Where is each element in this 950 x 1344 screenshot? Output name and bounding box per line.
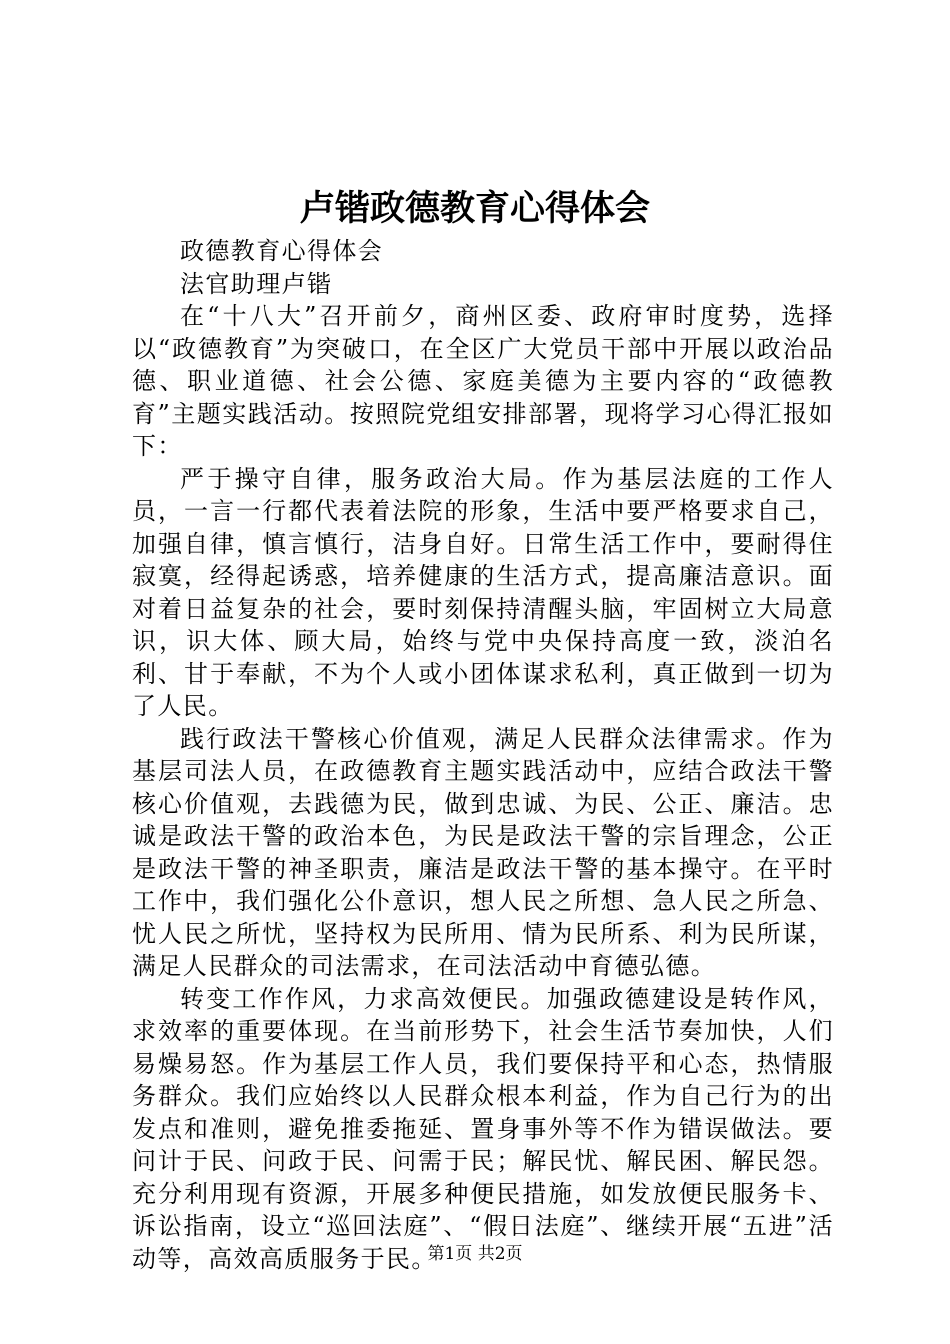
document-body [132, 235, 834, 1275]
author-paragraph: 法官助理卢锴 [180, 269, 333, 298]
body-paragraph: 践行政法干警核心价值观，满足人民群众法律需求。作为基层司法人员，在政德教育主题实践活动中，应结合政法干警核心价值观，去践德为民，做到忠诚、为民、公正、廉洁。忠诚是政法干警的政治本色，为民是政法干警的宗旨理念，公正是政法干警的神圣职责，廉洁是政法干警的基本操守。在平时工作中，我们强化公仆意识，想人民之所想、急人民之所急、忧人民之所忧，坚持权为民所用、情为民所系、利为民所谋，满足人民群众的司法需求，在司法活动中育德弘德。 [132, 724, 834, 980]
body-paragraph: 严于操守自律，服务政治大局。作为基层法庭的工作人员，一言一行都代表着法院的形象，生活中要严格要求自己，加强自律，慎言慎行，洁身自好。日常生活工作中，要耐得住寂寞，经得起诱惑，培养健康的生活方式，提高廉洁意识。面对着日益复杂的社会，要时刻保持清醒头脑，牢固树立大局意识，识大体、顾大局，始终与党中央保持高度一致，淡泊名利、甘于奉献，不为个人或小团体谋求私利，真正做到一切为了人民。 [132, 464, 834, 720]
page-footer: 第1页 共2页 [427, 1244, 523, 1264]
subtitle-paragraph: 政德教育心得体会 [180, 237, 384, 265]
body-paragraph: 在“十八大”召开前夕，商州区委、政府审时度势，选择以“政德教育”为突破口，在全区广大党员干部中开展以政治品德、职业道德、社会公德、家庭美德为主要内容的“政德教育”主题实践活动。按照院党组安排部署，现将学习心得汇报如下： [132, 302, 834, 460]
body-paragraph: 转变工作作风，力求高效便民。加强政德建设是转作风，求效率的重要体现。在当前形势下，社会生活节奏加快，人们易燥易怒。作为基层工作人员，我们要保持平和心态，热情服务群众。我们应始终以人民群众根本利益，作为自己行为的出发点和准则，避免推委拖延、置身事外等不作为错误做法。要问计于民、问政于民、问需于民；解民忧、解民困、解民怨。充分利用现有资源，开展多种便民措施，如发放便民服务卡、诉讼指南，设立“巡回法庭”、“假日法庭”、继续开展“五进”活动等，高效高质服务于民。 [132, 984, 834, 1273]
document-title: 卢锴政德教育心得体会 [299, 188, 650, 229]
